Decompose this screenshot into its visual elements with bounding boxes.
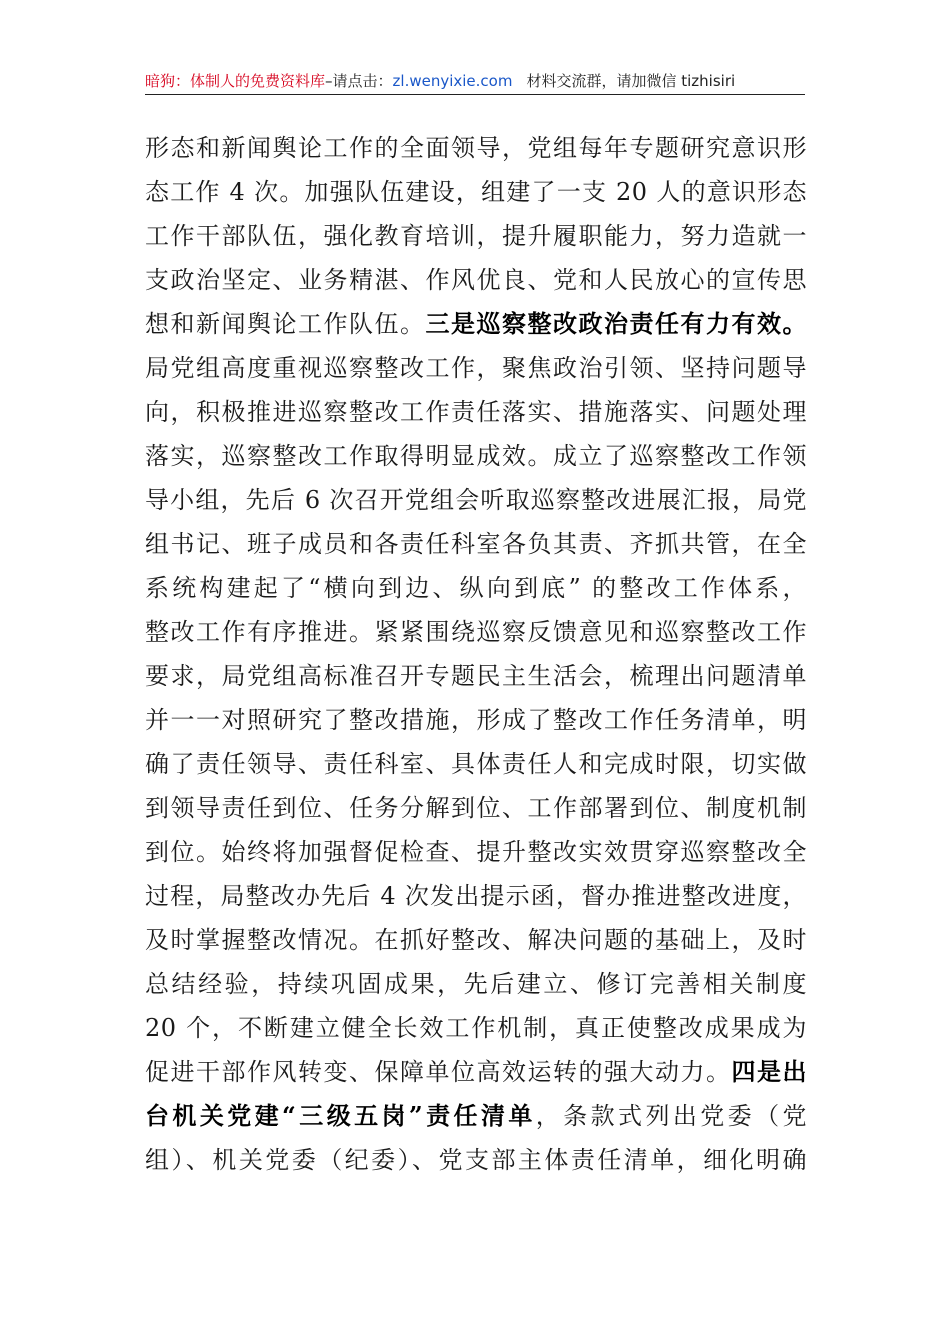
header-prompt: –请点击：	[325, 72, 393, 90]
text-line: 态工作 4 次。加强队伍建设，组建了一支 20 人的意识形态	[145, 178, 807, 206]
text-line: 形态和新闻舆论工作的全面领导，党组每年专题研究意识形	[145, 134, 807, 162]
text-line: 想和新闻舆论工作队伍。三是巡察整改政治责任有力有效。	[145, 309, 807, 338]
text-line: 总结经验，持续巩固成果，先后建立、修订完善相关制度	[145, 970, 807, 998]
text-line: 并一一对照研究了整改措施，形成了整改工作任务清单，明	[145, 706, 807, 734]
text-line: 组书记、班子成员和各责任科室各负其责、齐抓共管，在全	[145, 530, 807, 558]
text-line: 台机关党建“三级五岗”责任清单，条款式列出党委（党	[145, 1101, 808, 1130]
header-group-note: 材料交流群，请加微信 tizhisiri	[526, 72, 736, 90]
page-header	[145, 68, 805, 95]
text-line: 及时掌握整改情况。在抓好整改、解决问题的基础上，及时	[145, 926, 807, 954]
text-line: 支政治坚定、业务精湛、作风优良、党和人民放心的宣传思	[145, 266, 807, 294]
text-line: 落实，巡察整改工作取得明显成效。成立了巡察整改工作领	[145, 442, 807, 470]
bold-heading: 台机关党建“三级五岗”责任清单	[145, 1101, 536, 1130]
text-line: 工作干部队伍，强化教育培训，提升履职能力，努力造就一	[145, 222, 807, 250]
text-line: 导小组，先后 6 次召开党组会听取巡察整改进展汇报，局党	[145, 486, 807, 514]
text-line: 要求，局党组高标准召开专题民主生活会，梳理出问题清单	[145, 662, 807, 690]
text-line: 整改工作有序推进。紧紧围绕巡察反馈意见和巡察整改工作	[145, 618, 807, 646]
text-line: 确了责任领导、责任科室、具体责任人和完成时限，切实做	[145, 750, 807, 778]
text-line: 向，积极推进巡察整改工作责任落实、措施落实、问题处理	[145, 398, 807, 426]
text-line: 促进干部作风转变、保障单位高效运转的强大动力。四是出	[145, 1057, 807, 1086]
header-brand: 暗狗：体制人的免费资料库	[145, 72, 326, 90]
text-line: 组）、机关党委（纪委）、党支部主体责任清单，细化明确	[145, 1146, 807, 1174]
text-line: 局党组高度重视巡察整改工作，聚焦政治引领、坚持问题导	[145, 354, 807, 382]
text-line: 到位。始终将加强督促检查、提升整改实效贯穿巡察整改全	[145, 838, 807, 866]
bold-heading: 三是巡察整改政治责任有力有效。	[425, 309, 807, 338]
bold-heading: 四是出	[731, 1057, 807, 1086]
header-url-link[interactable]: zl.wenyixie.com	[392, 72, 513, 90]
text-line: 过程，局整改办先后 4 次发出提示函，督办推进整改进度，	[145, 882, 807, 910]
text-line: 20 个，不断建立健全长效工作机制，真正使整改成果成为	[145, 1014, 807, 1042]
text-line: 到领导责任到位、任务分解到位、工作部署到位、制度机制	[145, 794, 807, 822]
text-line: 系统构建起了“横向到边、纵向到底” 的整改工作体系，	[145, 574, 807, 602]
document-body	[145, 126, 807, 1182]
